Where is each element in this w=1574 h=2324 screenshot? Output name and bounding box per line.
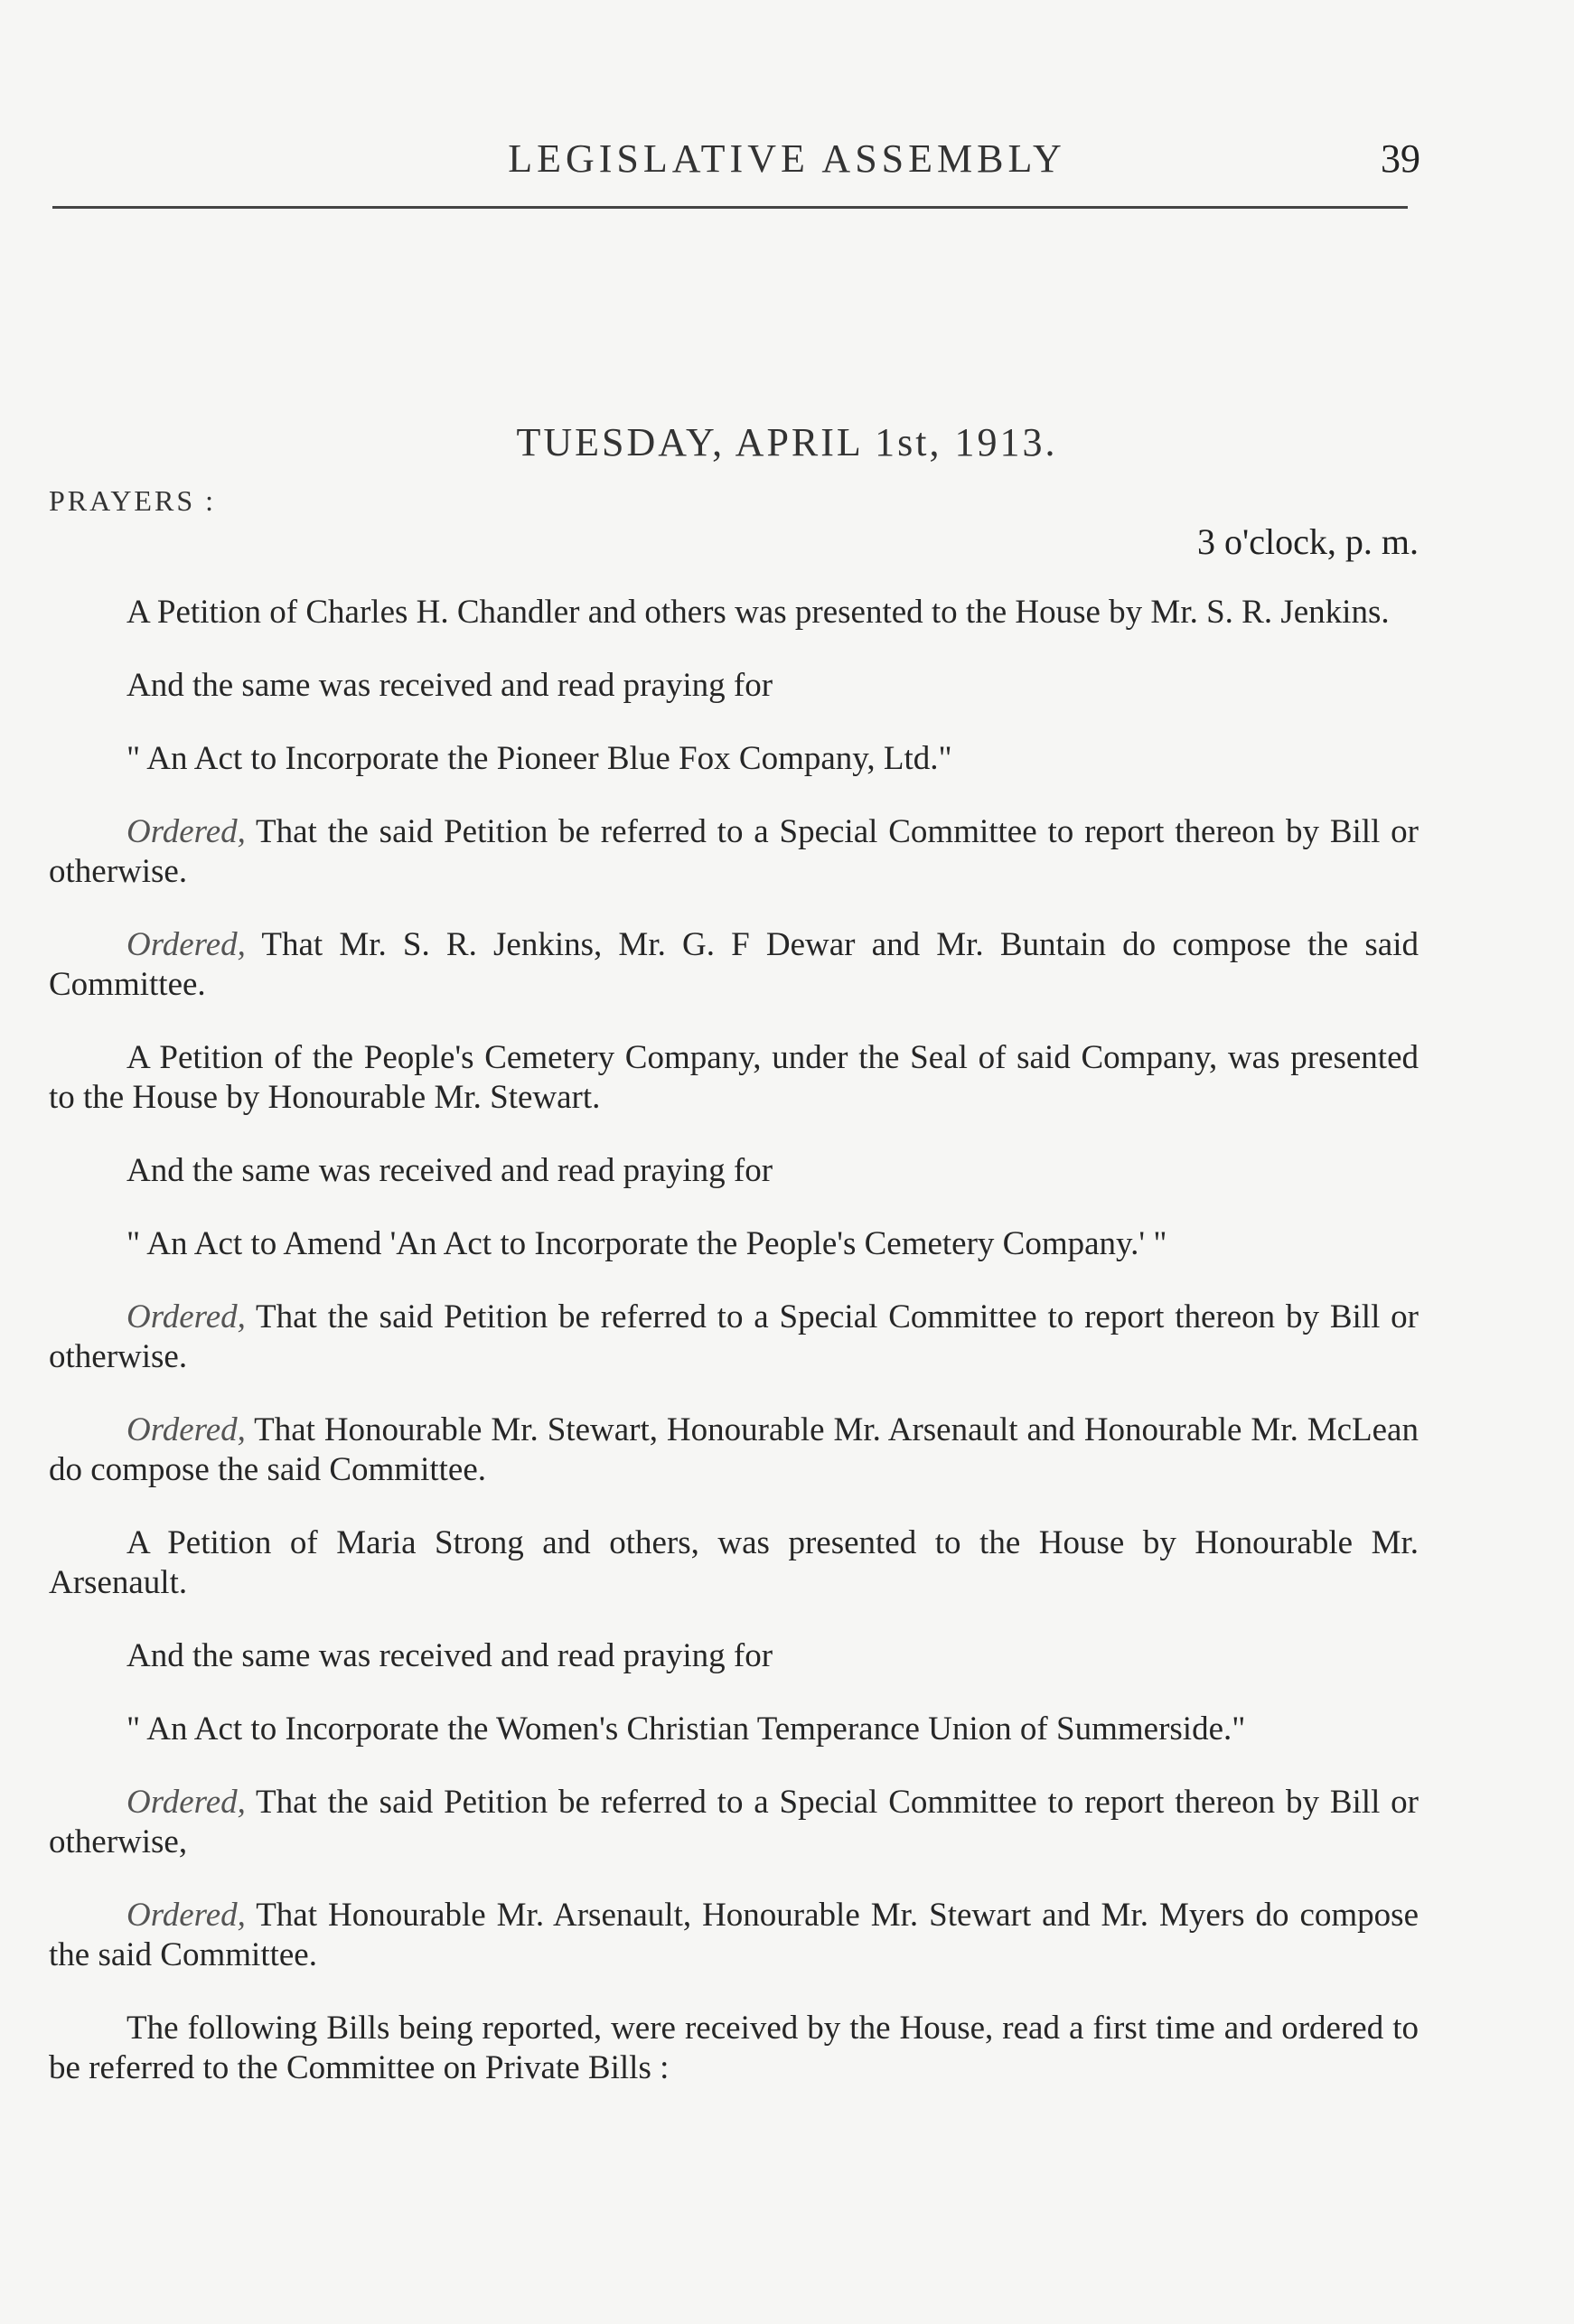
- paragraph-text: And the same was received and read praying for: [126, 667, 773, 704]
- paragraph-text: A Petition of the People's Cemetery Company, under the Seal of said Company, was presented to the House by Honourable Mr. Stewart.: [49, 1039, 1419, 1116]
- paragraph-text: That Honourable Mr. Arsenault, Honourable Mr. Stewart and Mr. Myers do compose the said Committee.: [49, 1897, 1419, 1973]
- journal-paragraph: [49, 1523, 1419, 1603]
- ordered-label: Ordered,: [126, 1784, 246, 1821]
- running-head: [0, 0, 1574, 235]
- paragraph-text: A Petition of Maria Strong and others, was presented to the House by Honourable Mr. Arsenault.: [49, 1524, 1419, 1601]
- paragraph-text: " An Act to Incorporate the Women's Christian Temperance Union of Summerside.": [126, 1710, 1246, 1748]
- journal-paragraph: [49, 1224, 1419, 1264]
- journal-body: [49, 593, 1419, 2088]
- ordered-label: Ordered,: [126, 813, 246, 850]
- ordered-label: Ordered,: [126, 1298, 246, 1335]
- page-number: 39: [1381, 136, 1420, 181]
- paragraph-text: That the said Petition be referred to a Special Committee to report thereon by Bill or otherwise.: [49, 813, 1419, 890]
- prayers-heading: PRAYERS :: [49, 484, 216, 517]
- paragraph-text: That the said Petition be referred to a Special Committee to report thereon by Bill or otherwise,: [49, 1784, 1419, 1860]
- paragraph-text: A Petition of Charles H. Chandler and others was presented to the House by Mr. S. R. Jenkins.: [126, 594, 1390, 631]
- journal-paragraph: [49, 1896, 1419, 1975]
- ordered-label: Ordered,: [126, 926, 246, 963]
- paragraph-text: That Honourable Mr. Stewart, Honourable Mr. Arsenault and Honourable Mr. McLean do compose the said Committee.: [49, 1411, 1419, 1488]
- journal-paragraph: [49, 1783, 1419, 1862]
- journal-paragraph: [49, 1038, 1419, 1118]
- journal-paragraph: [49, 1151, 1419, 1191]
- paragraph-text: " An Act to Amend 'An Act to Incorporate the People's Cemetery Company.' ": [126, 1225, 1167, 1262]
- paragraph-text: That the said Petition be referred to a Special Committee to report thereon by Bill or otherwise.: [49, 1298, 1419, 1375]
- paragraph-text: The following Bills being reported, were received by the House, read a first time and ordered to be referred to the Committee on Private Bills :: [49, 2010, 1419, 2086]
- journal-paragraph: [49, 1410, 1419, 1490]
- running-head-title: LEGISLATIVE ASSEMBLY: [508, 136, 1066, 181]
- paragraph-text: And the same was received and read praying for: [126, 1152, 773, 1189]
- journal-paragraph: [49, 666, 1419, 706]
- header-rule: [52, 206, 1408, 209]
- journal-paragraph: [49, 1298, 1419, 1377]
- journal-paragraph: [49, 812, 1419, 892]
- paragraph-text: " An Act to Incorporate the Pioneer Blue Fox Company, Ltd.": [126, 740, 952, 777]
- paragraph-text: And the same was received and read praying for: [126, 1637, 773, 1674]
- journal-paragraph: [49, 2009, 1419, 2088]
- sitting-time: 3 o'clock, p. m.: [1197, 521, 1419, 562]
- journal-paragraph: [49, 925, 1419, 1005]
- journal-paragraph: [49, 739, 1419, 779]
- journal-paragraph: [49, 593, 1419, 633]
- paragraph-text: That Mr. S. R. Jenkins, Mr. G. F Dewar and Mr. Buntain do compose the said Committee.: [49, 926, 1419, 1003]
- journal-paragraph: [49, 1710, 1419, 1749]
- journal-paragraph: [49, 1636, 1419, 1676]
- ordered-label: Ordered,: [126, 1411, 246, 1448]
- ordered-label: Ordered,: [126, 1897, 246, 1934]
- sitting-date: TUESDAY, APRIL 1st, 1913.: [516, 420, 1058, 464]
